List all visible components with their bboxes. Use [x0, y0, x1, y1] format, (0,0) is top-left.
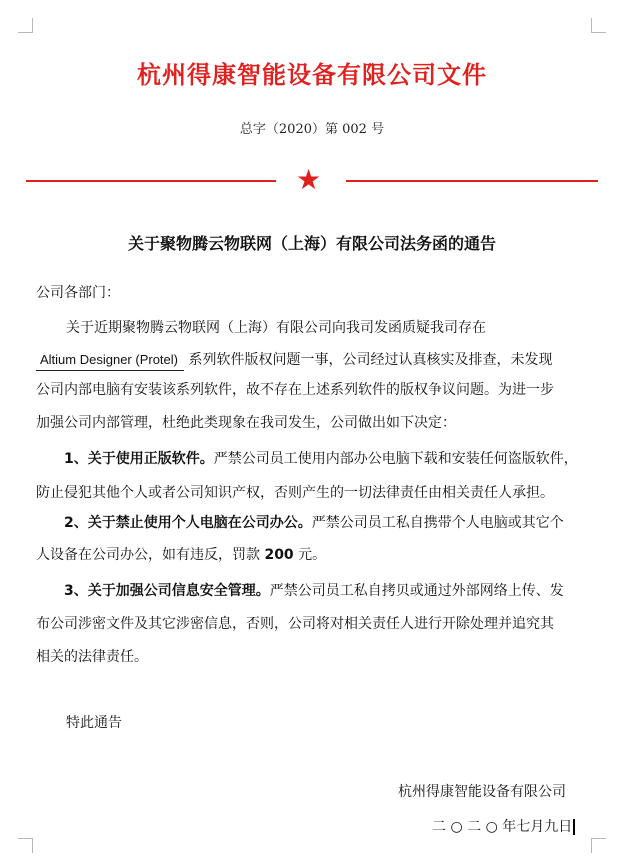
crop-mark-bottom-left: [18, 838, 33, 853]
signature-date: 二 ○ 二 ○ 年七月九日: [432, 819, 573, 835]
crop-mark-top-left: [18, 18, 33, 33]
document-header-title: 杭州得康智能设备有限公司文件: [137, 60, 487, 89]
item-2-line-2-a: 人设备在公司办公，如有违反，罚款: [36, 547, 265, 563]
star-icon: ★: [296, 163, 322, 196]
item-3-line-1: [64, 581, 564, 601]
item-1-line-2: 防止侵犯其他个人或者公司知识产权，否则产生的一切法律责任由相关责任人承担。: [36, 485, 554, 501]
date-line: [432, 817, 575, 837]
notice-title: 关于聚物腾云物联网（上海）有限公司法务函的通告: [127, 234, 496, 253]
document-number: 总字（2020）第 002 号: [239, 122, 385, 137]
item-1-heading: 1、关于使用正版软件。: [64, 451, 214, 467]
text-cursor: [573, 819, 575, 835]
intro-line-4: 加强公司内部管理，杜绝此类现象在我司发生，公司做出如下决定：: [36, 415, 456, 431]
item-2-line-2-b: 元。: [293, 547, 327, 563]
item-2-line-1: [64, 513, 564, 533]
item-1-text: 严禁公司员工使用内部办公电脑下载和安装任何盗版软件，: [213, 451, 578, 467]
intro-line-1: 关于近期聚物腾云物联网（上海）有限公司向我司发函质疑我司存在: [66, 320, 486, 336]
item-3-heading: 3、关于加强公司信息安全管理。: [64, 583, 270, 599]
intro-line-2: [36, 350, 552, 371]
salutation: 公司各部门：: [36, 285, 120, 301]
software-name: Altium Designer (Protel): [36, 350, 184, 371]
item-2-text: 严禁公司员工私自携带个人电脑或其它个: [311, 515, 564, 531]
closing-text: 特此通告: [66, 715, 122, 731]
crop-mark-bottom-right: [591, 838, 606, 853]
item-3-text: 严禁公司员工私自拷贝或通过外部网络上传、发: [269, 583, 564, 599]
intro-line-2-rest: 系列软件版权问题一事，公司经过认真核实及排查，未发现: [188, 352, 553, 368]
signature-company: 杭州得康智能设备有限公司: [398, 784, 566, 800]
red-divider-right: [346, 180, 598, 182]
item-2-line-2: [36, 545, 326, 565]
item-2-heading: 2、关于禁止使用个人电脑在公司办公。: [64, 515, 312, 531]
item-3-line-2: 布公司涉密文件及其它涉密信息，否则，公司将对相关责任人进行开除处理并追究其: [36, 616, 554, 632]
item-1-line-1: [64, 449, 578, 469]
red-divider-left: [26, 180, 276, 182]
crop-mark-top-right: [591, 18, 606, 33]
item-3-line-3: 相关的法律责任。: [36, 649, 148, 665]
intro-line-3: 公司内部电脑有安装该系列软件，故不存在上述系列软件的版权争议问题。为进一步: [36, 382, 554, 398]
fine-amount: 200: [264, 547, 294, 563]
